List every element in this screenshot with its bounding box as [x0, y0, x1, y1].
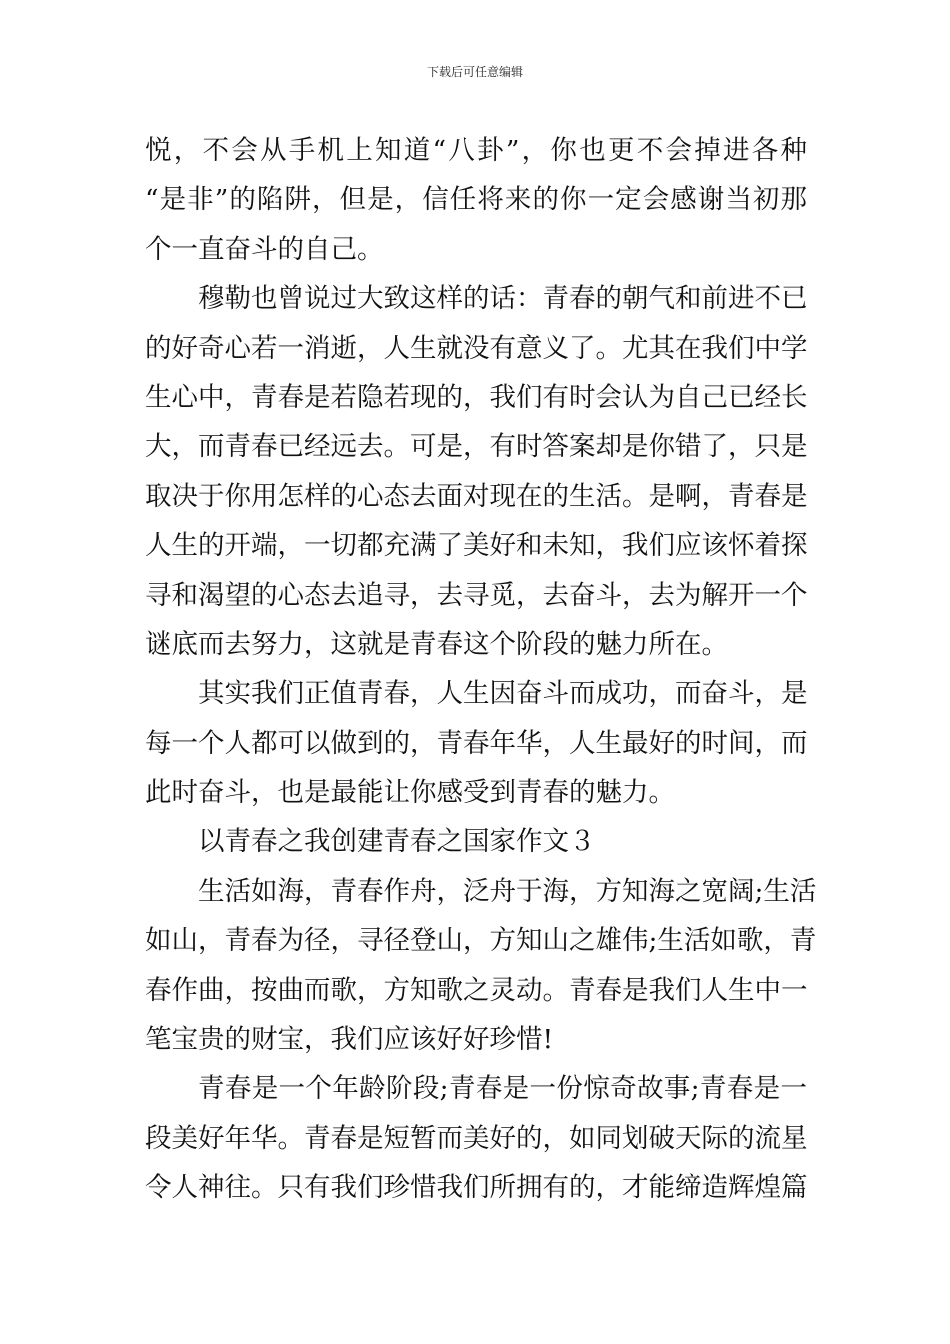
- text-line: 谜底而去努力，这就是青春这个阶段的魅力所在。: [145, 628, 728, 660]
- text-line: 此时奋斗，也是最能让你感受到青春的魅力。: [145, 777, 675, 809]
- text-line: 人生的开端，一切都充满了美好和未知，我们应该怀着探: [145, 530, 808, 562]
- text-line: 个一直奋斗的自己。: [145, 233, 384, 265]
- text-line: 以青春之我创建青春之国家作文３: [198, 826, 596, 858]
- text-line: 寻和渴望的心态去追寻，去寻觅，去奋斗，去为解开一个: [145, 579, 808, 611]
- text-line: 大，而青春已经远去。可是，有时答案却是你错了，只是: [145, 431, 808, 463]
- page-header: 下载后可任意编辑: [426, 65, 523, 79]
- text-line: 笔宝贵的财宝，我们应该好好珍惜!: [145, 1024, 554, 1056]
- text-line: 悦，不会从手机上知道“八卦”，你也更不会掉进各种: [145, 135, 807, 166]
- text-line: 的好奇心若一消逝，人生就没有意义了。尤其在我们中学: [145, 332, 808, 364]
- text-line: 生活如海，青春作舟，泛舟于海，方知海之宽阔;生活: [198, 875, 817, 907]
- text-line: 其实我们正值青春，人生因奋斗而成功，而奋斗，是: [198, 678, 808, 710]
- text-line: 取决于你用怎样的心态去面对现在的生活。是啊，青春是: [145, 480, 808, 512]
- text-line: 穆勒也曾说过大致这样的话：青春的朝气和前进不已: [198, 283, 808, 315]
- text-line: 生心中，青春是若隐若现的，我们有时会认为自己已经长: [145, 381, 808, 413]
- text-line: 段美好年华。青春是短暂而美好的，如同划破天际的流星: [145, 1122, 808, 1154]
- text-line: 每一个人都可以做到的，青春年华，人生最好的时间，而: [145, 727, 808, 759]
- text-line: 令人神往。只有我们珍惜我们所拥有的，才能缔造辉煌篇: [145, 1172, 808, 1204]
- text-line: 春作曲，按曲而歌，方知歌之灵动。青春是我们人生中一: [145, 974, 808, 1006]
- document-body: [145, 126, 817, 1213]
- text-line: 如山，青春为径，寻径登山，方知山之雄伟;生活如歌，青: [145, 925, 817, 957]
- text-line: “是非”的陷阱，但是，信任将来的你一定会感谢当初那: [145, 184, 807, 216]
- text-line: 青春是一个年龄阶段;青春是一份惊奇故事;青春是一: [198, 1073, 807, 1105]
